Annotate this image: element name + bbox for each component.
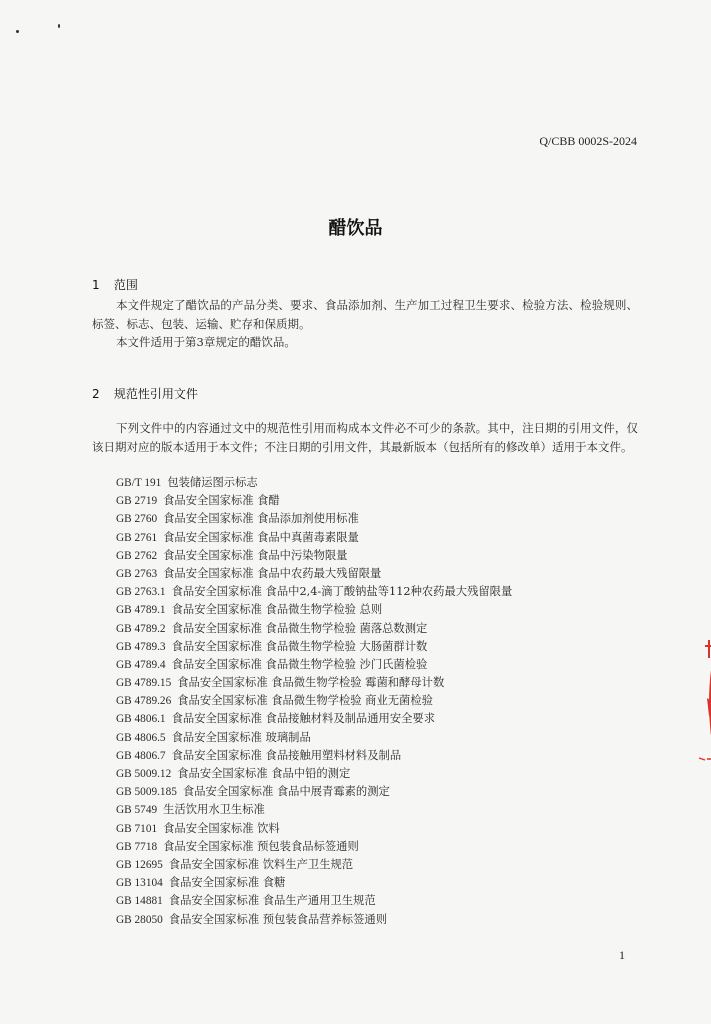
reference-title: 食品安全国家标准 食品生产通用卫生规范 <box>168 894 376 908</box>
reference-item <box>116 710 512 728</box>
seal-star <box>707 698 711 716</box>
reference-item <box>116 620 512 638</box>
reference-title: 食品安全国家标准 食品微生物学检验 霉菌和酵母计数 <box>177 676 445 690</box>
reference-item <box>116 674 512 692</box>
scan-speck <box>16 30 19 33</box>
reference-item <box>116 747 512 765</box>
reference-title: 食品安全国家标准 食品添加剂使用标准 <box>163 512 359 526</box>
reference-title: 食品安全国家标准 食品微生物学检验 菌落总数测定 <box>171 621 428 635</box>
reference-code: GB 5009.185 <box>116 786 177 799</box>
reference-title: 食品安全国家标准 食糖 <box>168 876 286 890</box>
reference-item <box>116 529 512 547</box>
section-heading-scope <box>92 276 138 293</box>
reference-title: 食品安全国家标准 食醋 <box>163 494 280 508</box>
reference-item <box>116 801 512 819</box>
reference-list <box>116 474 512 929</box>
reference-title: 食品安全国家标准 食品微生物学检验 大肠菌群计数 <box>171 639 428 653</box>
reference-code: GB/T 191 <box>116 477 162 489</box>
references-intro-paragraph: 下列文件中的内容通过文中的规范性引用而构成本文件必不可少的条款。其中，注日期的引用文件，仅该日期对应的版本适用于本文件；不注日期的引用文件，其最新版本（包括所有的修改单）适用于本文件。 <box>92 421 638 454</box>
reference-title: 食品安全国家标准 食品中农药最大残留限量 <box>163 566 382 580</box>
reference-item <box>116 729 512 747</box>
reference-title: 食品安全国家标准 食品微生物学检验 总则 <box>171 603 383 617</box>
reference-title: 包装储运图示标志 <box>167 476 258 489</box>
section-title: 范围 <box>113 278 138 292</box>
reference-code: GB 4789.4 <box>116 658 166 671</box>
reference-code: GB 2760 <box>116 513 158 526</box>
section-heading-normative-references <box>92 385 198 402</box>
reference-item <box>116 492 512 510</box>
section-title: 规范性引用文件 <box>113 387 198 401</box>
reference-code: GB 7718 <box>116 840 158 853</box>
reference-title: 食品安全国家标准 食品中污染物限量 <box>163 548 348 562</box>
section-number: 1 <box>92 278 100 292</box>
reference-item <box>116 565 512 583</box>
reference-title: 食品安全国家标准 预包装食品标签通则 <box>163 839 359 853</box>
reference-code: GB 4806.5 <box>116 731 166 744</box>
reference-item <box>116 692 512 710</box>
reference-code: GB 4806.7 <box>116 749 166 762</box>
reference-title: 食品安全国家标准 食品微生物学检验 沙门氏菌检验 <box>171 657 428 671</box>
reference-item <box>116 892 512 910</box>
reference-title: 食品安全国家标准 食品中2,4-滴丁酸钠盐等112种农药最大残留限量 <box>171 585 513 599</box>
reference-code: GB 4789.26 <box>116 695 172 708</box>
scan-speck <box>58 24 60 28</box>
reference-code: GB 13104 <box>116 877 163 890</box>
reference-code: GB 4789.1 <box>116 604 166 617</box>
scope-paragraph-2: 本文件适用于第3章规定的醋饮品。 <box>116 335 296 349</box>
red-seal-stamp <box>697 628 711 778</box>
scope-paragraph-1: 本文件规定了醋饮品的产品分类、要求、食品添加剂、生产加工过程卫生要求、检验方法、检验规则、标签、标志、包装、运输、贮存和保质期。 <box>92 298 638 331</box>
reference-code: GB 7101 <box>116 822 158 835</box>
seal-mark <box>705 640 711 658</box>
reference-item <box>116 820 512 838</box>
reference-title: 食品安全国家标准 食品中展青霉素的测定 <box>182 785 390 799</box>
page-number: 1 <box>619 948 625 962</box>
reference-item <box>116 911 512 929</box>
reference-item <box>116 638 512 656</box>
reference-code: GB 4789.3 <box>116 640 166 653</box>
reference-title: 食品安全国家标准 预包装食品营养标签通则 <box>168 912 387 926</box>
reference-code: GB 4789.15 <box>116 677 172 690</box>
reference-item <box>116 874 512 892</box>
reference-item <box>116 547 512 565</box>
reference-title: 食品安全国家标准 饮料 <box>163 821 280 835</box>
reference-title: 食品安全国家标准 饮料生产卫生规范 <box>168 857 354 871</box>
reference-code: GB 4789.2 <box>116 622 166 635</box>
reference-item <box>116 601 512 619</box>
reference-code: GB 5749 <box>116 804 158 817</box>
reference-title: 食品安全国家标准 食品中真菌毒素限量 <box>163 530 359 544</box>
reference-item <box>116 583 512 601</box>
reference-code: GB 14881 <box>116 895 163 908</box>
reference-code: GB 5009.12 <box>116 768 172 780</box>
reference-item <box>116 510 512 528</box>
reference-title: 生活饮用水卫生标准 <box>163 803 265 817</box>
reference-code: GB 12695 <box>116 858 163 871</box>
reference-code: GB 2761 <box>116 531 158 544</box>
reference-title: 食品安全国家标准 玻璃制品 <box>171 730 311 744</box>
reference-item <box>116 656 512 674</box>
reference-code: GB 2763.1 <box>116 586 166 599</box>
document-title: 醋饮品 <box>328 218 383 239</box>
reference-item <box>116 765 512 783</box>
reference-title: 食品安全国家标准 食品接触用塑料材料及制品 <box>171 748 402 762</box>
document-code: Q/CBB 0002S-2024 <box>539 134 637 148</box>
seal-digits <box>699 758 711 760</box>
reference-code: GB 4806.1 <box>116 713 166 726</box>
reference-title: 食品安全国家标准 食品中铅的测定 <box>177 767 351 780</box>
reference-title: 食品安全国家标准 食品微生物学检验 商业无菌检验 <box>177 694 433 708</box>
reference-code: GB 2763 <box>116 567 158 580</box>
reference-code: GB 2719 <box>116 495 158 508</box>
reference-item <box>116 783 512 801</box>
reference-code: GB 28050 <box>116 913 163 926</box>
reference-item <box>116 474 512 492</box>
section-number: 2 <box>92 387 100 401</box>
reference-title: 食品安全国家标准 食品接触材料及制品通用安全要求 <box>171 712 436 726</box>
reference-code: GB 2762 <box>116 549 158 562</box>
reference-item <box>116 856 512 874</box>
reference-item <box>116 838 512 856</box>
